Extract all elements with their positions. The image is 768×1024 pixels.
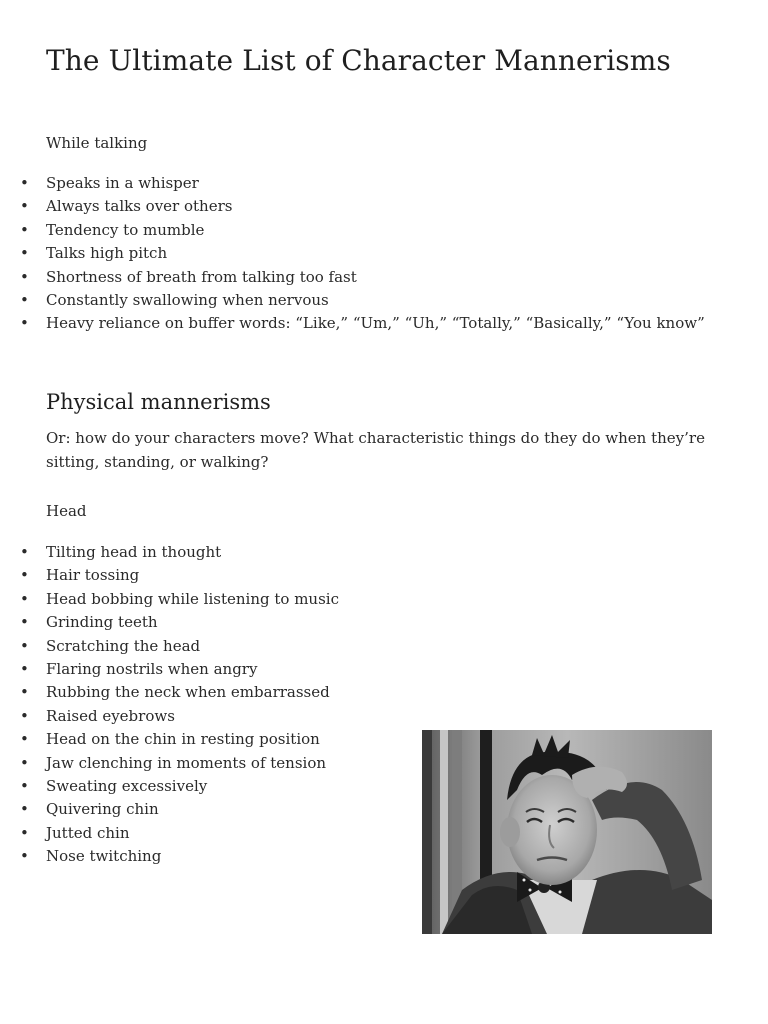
list-item: • Hair tossing — [0, 564, 339, 587]
list-item: • Head on the chin in resting position — [0, 728, 339, 751]
head-scratching-man-photo — [422, 730, 712, 934]
list-item: • Always talks over others — [0, 195, 705, 218]
list-item: • Head bobbing while listening to music — [0, 588, 339, 611]
while-talking-label: While talking — [46, 134, 148, 152]
list-item: • Speaks in a whisper — [0, 172, 705, 195]
list-item: • Flaring nostrils when angry — [0, 658, 339, 681]
talking-list — [0, 172, 705, 336]
list-item: • Jaw clenching in moments of tension — [0, 752, 339, 775]
list-item: • Tilting head in thought — [0, 541, 339, 564]
list-item: • Grinding teeth — [0, 611, 339, 634]
physical-mannerisms-heading: Physical mannerisms — [46, 390, 271, 414]
list-item: • Rubbing the neck when embarrassed — [0, 681, 339, 704]
list-item: • Tendency to mumble — [0, 219, 705, 242]
physical-intro-paragraph: Or: how do your characters move? What characteristic things do they do when they’re sitting, standing, or walking? — [46, 429, 705, 471]
list-item: • Nose twitching — [0, 845, 339, 868]
list-item: • Heavy reliance on buffer words: “Like,” “Um,” “Uh,” “Totally,” “Basically,” “You know” — [0, 312, 705, 335]
head-label: Head — [46, 502, 87, 520]
document-title: The Ultimate List of Character Mannerisms — [46, 44, 671, 77]
list-item: • Quivering chin — [0, 798, 339, 821]
list-item: • Scratching the head — [0, 635, 339, 658]
list-item: • Shortness of breath from talking too fast — [0, 266, 705, 289]
list-item: • Jutted chin — [0, 822, 339, 845]
list-item: • Sweating excessively — [0, 775, 339, 798]
head-list — [0, 541, 339, 868]
list-item: • Constantly swallowing when nervous — [0, 289, 705, 312]
list-item: • Talks high pitch — [0, 242, 705, 265]
list-item: • Raised eyebrows — [0, 705, 339, 728]
